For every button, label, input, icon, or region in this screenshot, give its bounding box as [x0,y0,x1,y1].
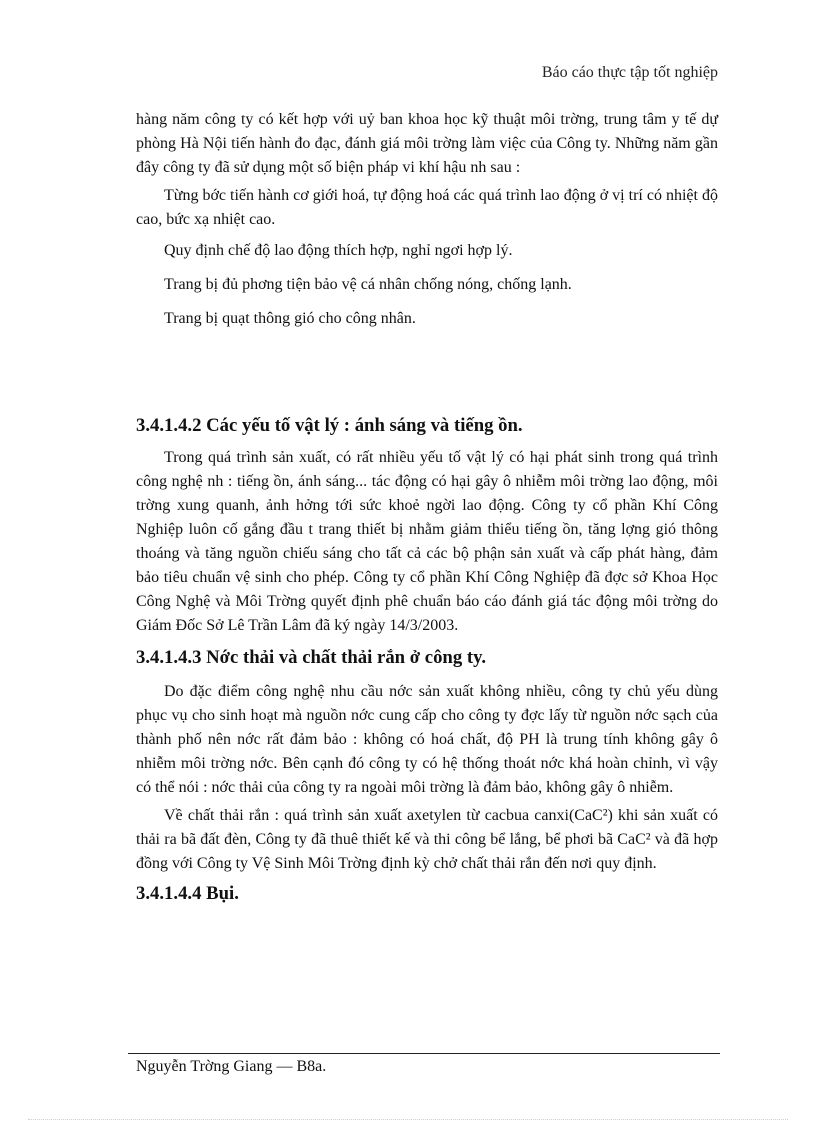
section-heading-physical-factors: 3.4.1.4.2 Các yếu tố vật lý : ánh sáng và tiếng ồn. [136,415,523,436]
paragraph-mechanization: Từng bớc tiến hành cơ giới hoá, tự động hoá các quá trình lao động ở vị trí có nhiệt độ cao, bức xạ nhiệt cao. [136,187,718,228]
list-item: Quy định chế độ lao động thích hợp, nghỉ ngơi hợp lý. [164,242,513,259]
section-heading-dust: 3.4.1.4.4 Bụi. [136,883,239,904]
footer-author: Nguyễn Trờng Giang — B8a. [136,1058,327,1075]
page-edge-divider [28,1119,788,1120]
section-heading-waste-water: 3.4.1.4.3 Nớc thải và chất thải rắn ở công ty. [136,647,487,668]
page-header: Báo cáo thực tập tốt nghiệp [541,64,718,81]
paragraph-physical-factors: Trong quá trình sản xuất, có rất nhiều yếu tố vật lý có hại phát sinh trong quá trình công nghệ nh : tiếng ồn, ánh sáng... tác động có hại gây ô nhiễm môi trờng lao động, môi trờng xung quanh, ảnh hởng tới sức khoẻ ngời lao động. Công ty cổ phần Khí Công Nghiệp luôn cố gắng đầu t trang thiết bị nhằm giảm thiểu tiếng ồn, tăng lợng gió thông thoáng và tăng nguồn chiếu sáng cho tất cả các bộ phận sản xuất và cấp phát hàng, đảm bảo tiêu chuẩn vệ sinh cho phép. Công ty cổ phần Khí Công Nghiệp đã đợc sở Khoa Học Công Nghệ và Môi Trờng quyết định phê chuẩn báo cáo đánh giá tác động môi trờng do Giám Đốc Sở Lê Trần Lâm đã ký ngày 14/3/2003. [136,449,718,634]
footer-divider [128,1053,720,1054]
list-item: Trang bị quạt thông gió cho công nhân. [164,310,416,327]
list-item: Trang bị đủ phơng tiện bảo vệ cá nhân chống nóng, chống lạnh. [164,276,572,293]
paragraph-solid-waste: Về chất thải rắn : quá trình sản xuất axetylen từ cacbua canxi(CaC²) khi sản xuất có thải ra bã đất đèn, Công ty đã thuê thiết kế và thi công bể lắng, bể phơi bã CaC² và đã hợp đồng với Công ty Vệ Sinh Môi Trờng định kỳ chở chất thải rắn đến nơi quy định. [136,807,718,872]
paragraph-intro: hàng năm công ty có kết hợp với uỷ ban khoa học kỹ thuật môi trờng, trung tâm y tế dự phòng Hà Nội tiến hành đo đạc, đánh giá môi trờng làm việc của Công ty. Những năm gần đây công ty đã sử dụng một số biện pháp vi khí hậu nh sau : [136,111,718,176]
paragraph-water: Do đặc điểm công nghệ nhu cầu nớc sản xuất không nhiều, công ty chủ yếu dùng phục vụ cho sinh hoạt mà nguồn nớc cung cấp cho công ty đợc lấy từ nguồn nớc sạch của thành phố nên nớc rất đảm bảo : không có hoá chất, độ PH là trung tính không gây ô nhiễm môi trờng nớc. Bên cạnh đó công ty có hệ thống thoát nớc khá hoàn chỉnh, vì vậy có thể nói : nớc thải của công ty ra ngoài môi trờng là đảm bảo, không gây ô nhiễm. [136,683,718,796]
document-body [136,108,718,908]
